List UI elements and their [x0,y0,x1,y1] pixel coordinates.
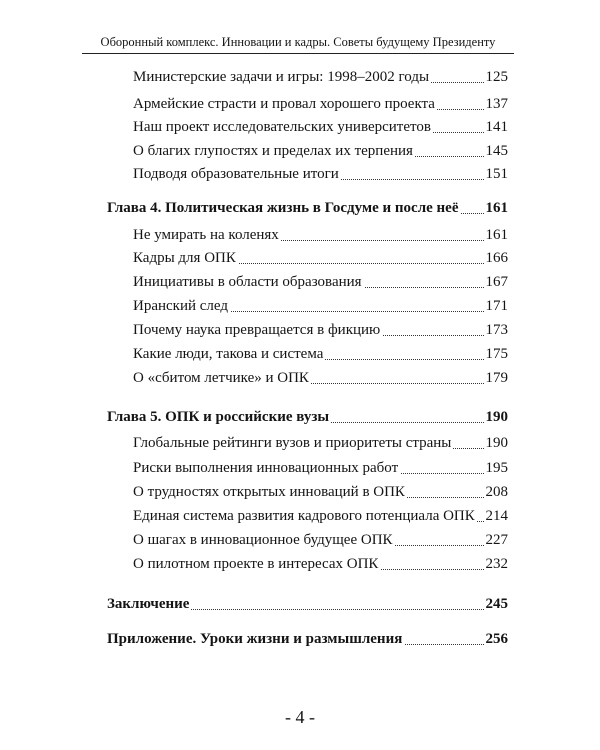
toc-entry-page: 245 [484,593,509,615]
toc-chapter-entry [0,593,600,615]
toc-entry [0,140,600,162]
toc-entry-page: 175 [484,343,509,365]
toc-entry-title: О «сбитом летчике» и ОПК [133,367,311,389]
toc-entry-title: О пилотном проекте в интересах ОПК [133,553,380,575]
toc-entry-title: О шагах в инновационное будущее ОПК [133,529,395,551]
toc-entry-title: Глава 5. ОПК и российские вузы [107,406,331,428]
toc-entry-page: 173 [484,319,509,341]
toc-entry-page: 256 [484,628,509,650]
header-rule [82,53,514,54]
toc-entry-title: Кадры для ОПК [133,247,238,269]
toc-entry-title: Какие люди, такова и система [133,343,325,365]
toc-entry-title: Глава 4. Политическая жизнь в Госдуме и после неё [107,197,461,219]
toc-entry-page: 195 [484,457,509,479]
toc-entry-title: Риски выполнения инновационных работ [133,457,400,479]
toc-entry-title: Не умирать на коленях [133,224,281,246]
toc-entry-page: 227 [484,529,509,551]
toc-entry [0,505,600,527]
toc-chapter-entry [0,197,600,219]
toc-entry-title: Почему наука превращается в фикцию [133,319,382,341]
toc-entry-page: 179 [484,367,509,389]
toc-entry-title: Инициативы в области образования [133,271,364,293]
toc-entry-page: 141 [484,116,509,138]
toc-entry-page: 190 [484,432,509,454]
toc-entry [0,553,600,575]
toc-chapter-entry [0,628,600,650]
toc-entry-title: Заключение [107,593,191,615]
toc-entry [0,247,600,269]
toc-entry-page: 171 [484,295,509,317]
toc-entry [0,93,600,115]
toc-entry-title: Наш проект исследовательских университетов [133,116,433,138]
toc-entry [0,271,600,293]
toc-entry-title: Подводя образовательные итоги [133,163,341,185]
toc-entry-page: 190 [484,406,509,428]
toc-entry-page: 137 [484,93,509,115]
page-number: - 4 - [285,707,315,727]
toc-entry-page: 145 [484,140,509,162]
toc-entry [0,224,600,246]
toc-entry [0,481,600,503]
toc-entry-title: Иранский след [133,295,230,317]
toc-entry [0,116,600,138]
toc-entry [0,529,600,551]
toc-entry-title: О трудностях открытых инноваций в ОПК [133,481,407,503]
toc-entry-page: 214 [484,505,509,527]
toc-entry [0,432,600,454]
toc-entry-title: Министерские задачи и игры: 1998–2002 годы [133,66,431,88]
toc-entry-title: Глобальные рейтинги вузов и приоритеты страны [133,432,453,454]
toc-chapter-entry [0,406,600,428]
toc-entry-title: Единая система развития кадрового потенциала ОПК [133,505,477,527]
toc-entry-title: О благих глупостях и пределах их терпения [133,140,415,162]
toc-entry [0,295,600,317]
toc-entry-page: 232 [484,553,509,575]
toc-entry-title: Армейские страсти и провал хорошего проекта [133,93,437,115]
toc-entry-page: 208 [484,481,509,503]
toc-entry-page: 167 [484,271,509,293]
toc-entry [0,66,600,88]
toc-entry [0,367,600,389]
running-header: Оборонный комплекс. Инновации и кадры. Советы будущему Президенту [100,35,496,49]
toc-entry-title: Приложение. Уроки жизни и размышления [107,628,404,650]
toc-entry [0,343,600,365]
toc-entry-page: 161 [484,197,509,219]
toc-entry [0,163,600,185]
toc-entry-page: 161 [484,224,509,246]
toc-entry [0,457,600,479]
toc-entry-page: 166 [484,247,509,269]
toc-entry [0,319,600,341]
toc-entry-page: 125 [484,66,509,88]
toc-entry-page: 151 [484,163,509,185]
